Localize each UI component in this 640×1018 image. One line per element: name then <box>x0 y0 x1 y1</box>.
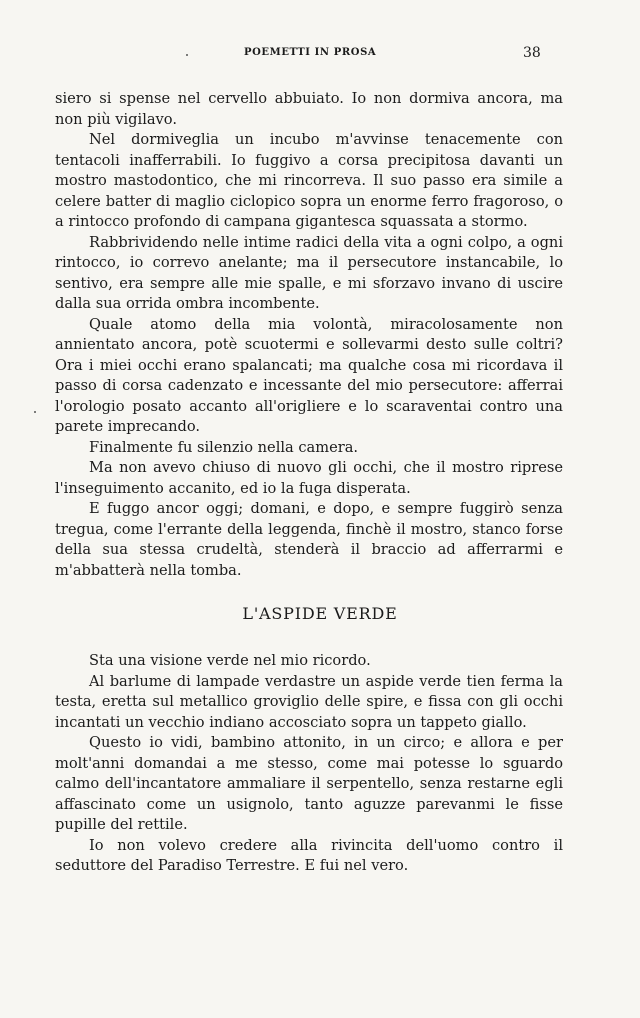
running-head <box>0 47 640 65</box>
paragraph: Io non volevo credere alla rivincita dell'uomo contro il seduttore del Paradiso Terrestre. E fui nel vero. <box>55 836 563 874</box>
paragraph: Ma non avevo chiuso di nuovo gli occhi, che il mostro riprese l'inseguimento accanito, ed io la fuga disperata. <box>55 459 563 497</box>
paragraph: Questo io vidi, bambino attonito, in un circo; e allora e per molt'anni domandai a me stesso, come mai potesse lo sguardo calmo dell'incantatore ammaliare il serpentello, senza restarne egli affascinato come un usignolo, tanto aguzze parevanmi le fisse pupille del rettile. <box>55 734 563 833</box>
prose-section <box>55 651 563 877</box>
paragraph: E fuggo ancor oggi; domani, e dopo, e sempre fuggirò senza tregua, come l'errante della leggenda, finchè il mostro, stanco forse della sua stessa crudeltà, stenderà il braccio ad afferrarmi e m'abbatterà nella tomba. <box>55 500 563 579</box>
page-number: 38 <box>523 45 541 61</box>
paragraph: Al barlume di lampade verdastre un aspide verde tien ferma la testa, eretta sul metallico groviglio delle spire, e fissa con gli occhi incantati un vecchio indiano accosciato sopra un tappeto giallo. <box>55 672 563 731</box>
paragraph: Sta una visione verde nel mio ricordo. <box>89 652 371 669</box>
section-title: L'ASPIDE VERDE <box>242 604 398 623</box>
paragraph: Finalmente fu silenzio nella camera. <box>89 438 359 456</box>
margin-speck <box>34 411 36 413</box>
prose-continuation <box>55 89 563 581</box>
paragraph: Quale atomo della mia volontà, miracolosamente non annientato ancora, potè scuotermi e sollevarmi desto sulle coltri? Ora i miei occhi erano spalancati; ma qualche cosa mi ricordava il passo di corsa cadenzato e incessante del mio persecutore: afferrai l'orologio posato accanto all'origliere e lo scaraventai contro una parete imprecando. <box>55 315 563 435</box>
paragraph: siero si spense nel cervello abbuiato. Io non dormiva ancora, ma non più vigilavo. <box>55 90 563 128</box>
margin-speck <box>186 54 188 56</box>
running-title: POEMETTI IN PROSA <box>244 47 377 58</box>
paragraph: Nel dormiveglia un incubo m'avvinse tenacemente con tentacoli inafferrabili. Io fuggivo a corsa precipitosa davanti un mostro mastodontico, che mi rincorreva. Il suo passo era simile a celere batter di maglio ciclopico sopra un enorme ferro fragoroso, o a rintocco profondo di campana gigantesca squassata a stormo. <box>55 131 563 230</box>
paragraph: Rabbrividendo nelle intime radici della vita a ogni colpo, a ogni rintocco, io correvo anelante; ma il persecutore instancabile, lo sentivo, era sempre alle mie spalle, e mi sforzavo invano di uscire dalla sua orrida ombra incombente. <box>55 233 563 312</box>
